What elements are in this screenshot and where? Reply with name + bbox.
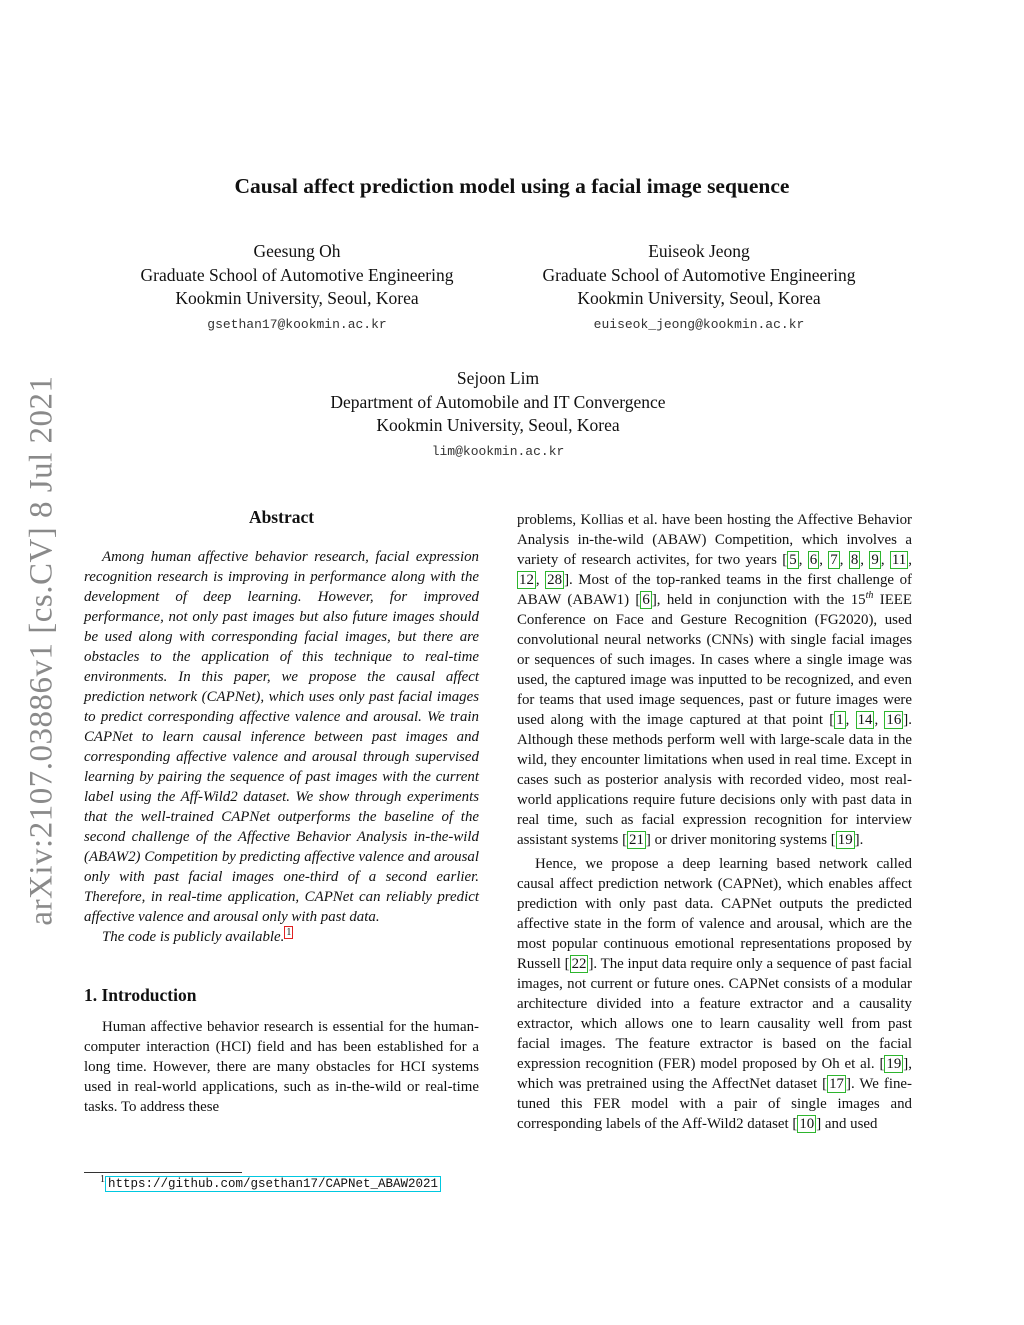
citation-link[interactable]: 19 [886,1056,902,1072]
code-availability-note: The code is publicly available. $^1$ [102,927,292,945]
citation-link[interactable]: 28 [547,572,563,588]
body-paragraph: problems, Kollias et al. have been hosting the Affective Behavior Analysis in-the-wild (ABAW) Competition, which involves a variety of research activites, for two years [ 5 , 6 , 7 , 8 , 9 , 11 , 12 , 28 ]. Most of the top-ranked teams in the first challenge of ABAW (ABAW1) [ 6 ], held in conjunction with the 15th IEEE Conference on Face and Gesture Recognition (FG2020), used convolutional neural networks (CNNs) with single facial images or sequences of such images. In cases where a single image was used, the captured image was inputted to be recognized, and even for teams that used image sequences, past or future images were used along with the image captured at that point [ 1 , 14 , 16 ]. Although these methods perform well with large-scale data in the wild, they encounter limitations when used in real time. Except in cases such as posterior analysis with recorded video, most real-world applications require future decisions only with past data in real time, such as facial expression recognition for interview assistant systems [ 21 ] or driver monitoring systems [ 19 ]. [517,512,912,848]
author-block [262,367,734,466]
section-heading-introduction: 1. Introduction [84,985,197,1005]
author-email[interactable]: euiseok_jeong@kookmin.ac.kr [593,316,805,332]
citation-link[interactable]: 17 [829,1076,844,1092]
citation-link[interactable]: 16 [886,712,902,728]
citation-link[interactable]: 6 [642,592,650,608]
citation-link[interactable]: 5 [789,552,797,568]
citation-link[interactable]: 12 [519,572,534,588]
author-name: Geesung Oh [253,241,341,261]
citation-link[interactable]: 6 [809,552,818,568]
author-affiliation: Kookmin University, Seoul, Korea [175,288,419,308]
citation-link[interactable]: 14 [857,712,873,728]
body-paragraph: Hence, we propose a deep learning based network called causal affect prediction network (CAPNet), which enables affect prediction with only past data. CAPNet outputs the predicted affective state in the form of valence and arousal, which are the most popular continuous emotional representations proposed by Russell [ 22 ]. The input data require only a sequence of past facial images, not current or future ones. CAPNet consists of a modular architecture divided into a feature extractor and a causality extractor, which allows one to learn causality well from past facial images. The feature extractor is based on the facial expression recognition (FER) model proposed by Oh et al. [ 19 ], which was pretrained using the AffectNet dataset [ 17 ]. We fine-tuned this FER model with a pair of single images and corresponding labels of the Aff-Wild2 dataset [ 10 ] and used [517,856,912,1132]
author-name: Euiseok Jeong [648,241,750,261]
author-email[interactable]: lim@kookmin.ac.kr [431,443,565,459]
citation-link[interactable]: 10 [799,1116,815,1132]
citation-link[interactable]: 19 [837,832,853,848]
author-block [506,240,892,339]
author-affiliation: Kookmin University, Seoul, Korea [577,288,821,308]
author-name: Sejoon Lim [456,368,540,388]
paper-title: Causal affect prediction model using a facial image sequence [234,174,790,198]
citation-link[interactable]: 1 [836,712,844,728]
right-column [517,510,912,1134]
author-department: Graduate School of Automotive Engineering [542,264,856,285]
left-column [84,507,479,1117]
citation-link[interactable]: 11 [891,552,907,568]
citation-group: 5 , 6 , 7 , 8 , 9 , 11 , 12 , 28 [519,552,912,588]
footnote-rule [84,1172,242,1173]
intro-paragraph: Human affective behavior research is essential for the human-computer interaction (HCI) field and has been established for a long time. However, there are many obstacles for HCI systems used in real-world applications, such as in-the-wild or real-time tasks. To address these [84,1019,479,1115]
citation-link[interactable]: 7 [830,552,838,568]
footnote-number: 1 [100,1174,105,1185]
author-department: Department of Automobile and IT Convergence [330,391,666,412]
citation-link[interactable]: 21 [629,832,644,848]
arxiv-identifier: arXiv:2107.03886v1 [cs.CV] 8 Jul 2021 [23,375,60,926]
citation-link[interactable]: 22 [571,956,587,972]
footnote [100,1176,441,1191]
citation-link[interactable]: 8 [850,552,859,568]
author-block [104,240,490,339]
author-affiliation: Kookmin University, Seoul, Korea [376,415,620,435]
abstract-heading: Abstract [248,507,315,527]
abstract-text: Among human affective behavior research, facial expression recognition research is improving in performance along with the development of deep learning. However, for improved performance, not only past images but also future images should be used along with corresponding facial images, but there are obstacles to the application of this technique to real-time environments. In this paper, we propose the causal affect prediction network (CAPNet), which uses only past facial images to predict corresponding affective valence and arousal. We train CAPNet to learn causal inference between past images and corresponding affective valence and arousal through supervised learning by pairing the sequence of past images with the current label using the Aff-Wild2 dataset. We show through experiments that the well-trained CAPNet outperforms the baseline of the second challenge of the Affective Behavior Analysis in-the-wild (ABAW2) Competition by predicting affective valence and arousal only with past facial images one-third of a second earlier. Therefore, in real-time application, CAPNet can reliably predict affective valence and arousal only with past data. [84,549,479,925]
citation-link[interactable]: 9 [871,552,879,568]
code-url-link[interactable]: https://github.com/gsethan17/CAPNet_ABAW2021 [105,1176,441,1192]
footnote-link[interactable]: 1 [286,927,292,939]
author-department: Graduate School of Automotive Engineering [140,264,454,285]
author-email[interactable]: gsethan17@kookmin.ac.kr [207,316,387,332]
